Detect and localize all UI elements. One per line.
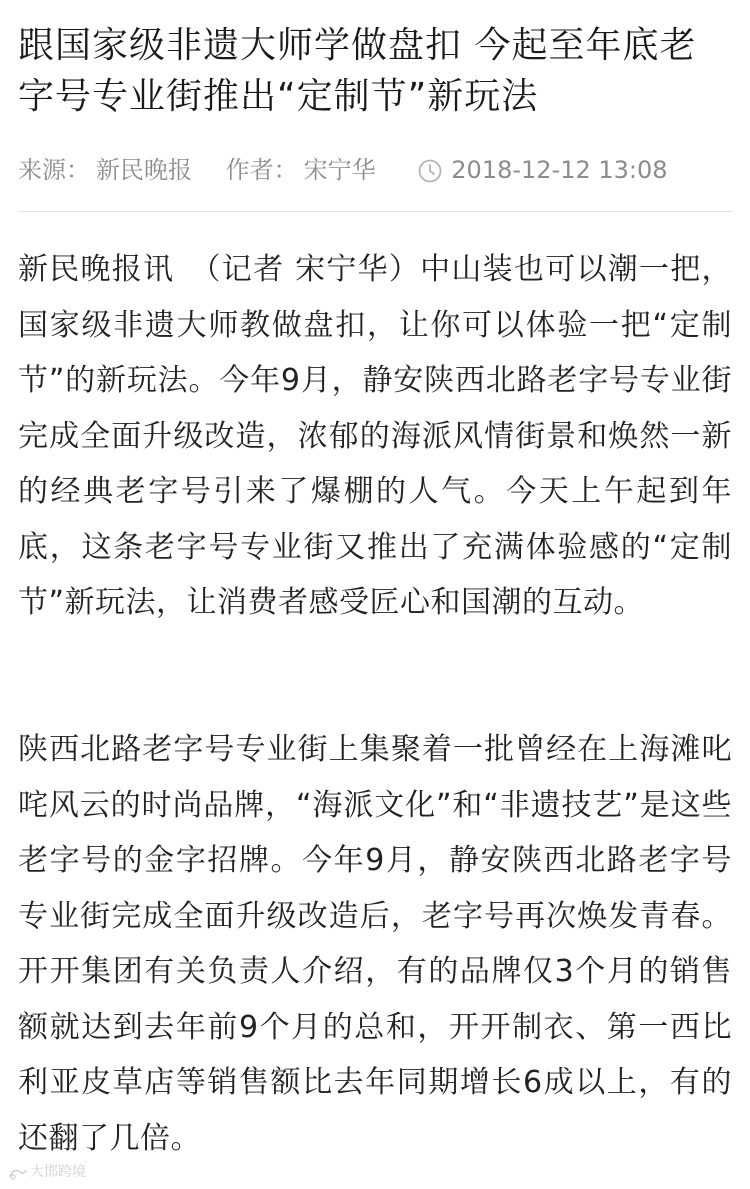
divider	[18, 211, 732, 212]
article-meta	[18, 150, 732, 190]
author-name: 宋宁华	[303, 156, 376, 184]
article-paragraph-1: 新民晚报讯 （记者 宋宁华）中山装也可以潮一把，国家级非遗大师教做盘扣，让你可以体验一把“定制节”的新玩法。今年9月，静安陕西北路老字号专业街完成全面升级改造，浓郁的海派风情街景和焕然一新的经典老字号引来了爆棚的人气。今天上午起到年底，这条老字号专业街又推出了充满体验感的“定制节”新玩法，让消费者感受匠心和国潮的互动。	[18, 252, 732, 620]
author-label: 作者：	[225, 156, 298, 184]
clock-icon	[417, 156, 443, 182]
publish-date: 2018-12-12 13:08	[451, 156, 668, 184]
article-paragraph-2: 陕西北路老字号专业街上集聚着一批曾经在上海滩叱咤风云的时尚品牌，“海派文化”和“非遗技艺”是这些老字号的金字招牌。今年9月，静安陕西北路老字号专业街完成全面升级改造后，老字号再次焕发青春。开开集团有关负责人介绍，有的品牌仅3个月的销售额就达到去年前9个月的总和，开开制衣、第一西比利亚皮草店等销售额比去年同期增长6成以上，有的还翻了几倍。	[18, 732, 732, 1156]
article-title: 跟国家级非遗大师学做盘扣 今起至年底老字号专业街推出“定制节”新玩法	[18, 25, 697, 117]
watermark	[8, 1160, 86, 1184]
watermark-text: 大邯跨境	[30, 1164, 86, 1180]
source-label: 来源：	[18, 156, 90, 184]
source-name: 新民晚报	[96, 156, 192, 184]
watermark-logo-icon	[8, 1165, 28, 1179]
